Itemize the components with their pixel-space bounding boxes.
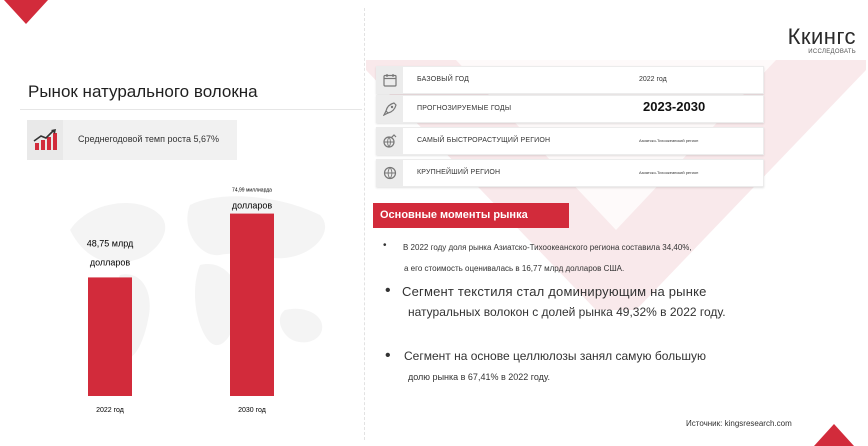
cagr-card [27,120,237,160]
page-title: Рынок натурального волокна [28,82,258,101]
bullet-dot: • [385,347,391,364]
bullet-dot: • [383,240,387,251]
corner-triangle-decoration [814,424,854,446]
market-size-bar-chart [20,185,350,420]
corner-triangle-decoration [4,0,48,24]
highlight-bullet-2-line-1: Сегмент текстиля стал доминирующим на рынке [402,284,707,299]
highlight-bullet-1-line-2: а его стоимость оценивалась в 16,77 млрд долларов США. [404,264,625,273]
info-row-fastest-region [376,127,764,155]
bar-2030 год [230,214,274,396]
row-value: Азиатско-Тихоокеанский регион [639,170,699,175]
row-value: 2023-2030 [643,99,706,114]
row-value: Азиатско-Тихоокеанский регион [639,138,699,143]
bar-value-unit: долларов [231,200,273,211]
bar-value-label: 48,75 млрд [86,238,134,249]
bar-value-unit: долларов [89,257,131,268]
row-label: САМЫЙ БЫСТРОРАСТУЩИЙ РЕГИОН [417,137,551,144]
highlight-bullet-1-line-1: В 2022 году доля рынка Азиатско-Тихоокеанского региона составила 34,40%, [403,243,692,252]
info-row-forecast-years [376,95,764,123]
logo-tagline: ИССЛЕДОВАТЬ [808,49,856,55]
bar-category-label: 2022 год [96,407,124,414]
row-label: ПРОГНОЗИРУЕМЫЕ ГОДЫ [417,105,512,112]
row-label: КРУПНЕЙШИЙ РЕГИОН [417,169,501,176]
title-underline [20,109,362,110]
calendar-icon [377,67,403,93]
globe-icon [377,160,403,186]
highlight-bullet-3-line-1: Сегмент на основе целлюлозы занял самую большую [404,349,707,363]
bar-value-label: 74,99 миллиарда [232,187,272,194]
bar-category-label: 2030 год [238,407,266,414]
row-label: БАЗОВЫЙ ГОД [417,76,470,83]
bullet-dot: • [385,282,391,299]
brand-logo [788,26,856,55]
growth-chart-icon [27,120,63,160]
cagr-label: Среднегодовой темп роста 5,67% [78,134,220,144]
panel-divider [364,8,365,440]
highlight-bullet-3-line-2: долю рынка в 67,41% в 2022 году. [408,372,551,382]
rocket-icon [377,96,403,122]
globe-growth-icon [377,128,403,154]
row-value: 2022 год [639,76,667,83]
highlights-title: Основные моменты рынка [380,209,528,221]
source-credit: Источник: kingsresearch.com [686,419,792,428]
bar-2022 год [88,277,132,396]
highlight-bullet-2-line-2: натуральных волокон с долей рынка 49,32% в 2022 году. [408,305,726,319]
logo-name: Ккингс [787,24,856,49]
info-row-largest-region [376,159,764,187]
info-row-base-year [376,66,764,94]
market-highlights-header [373,203,569,228]
